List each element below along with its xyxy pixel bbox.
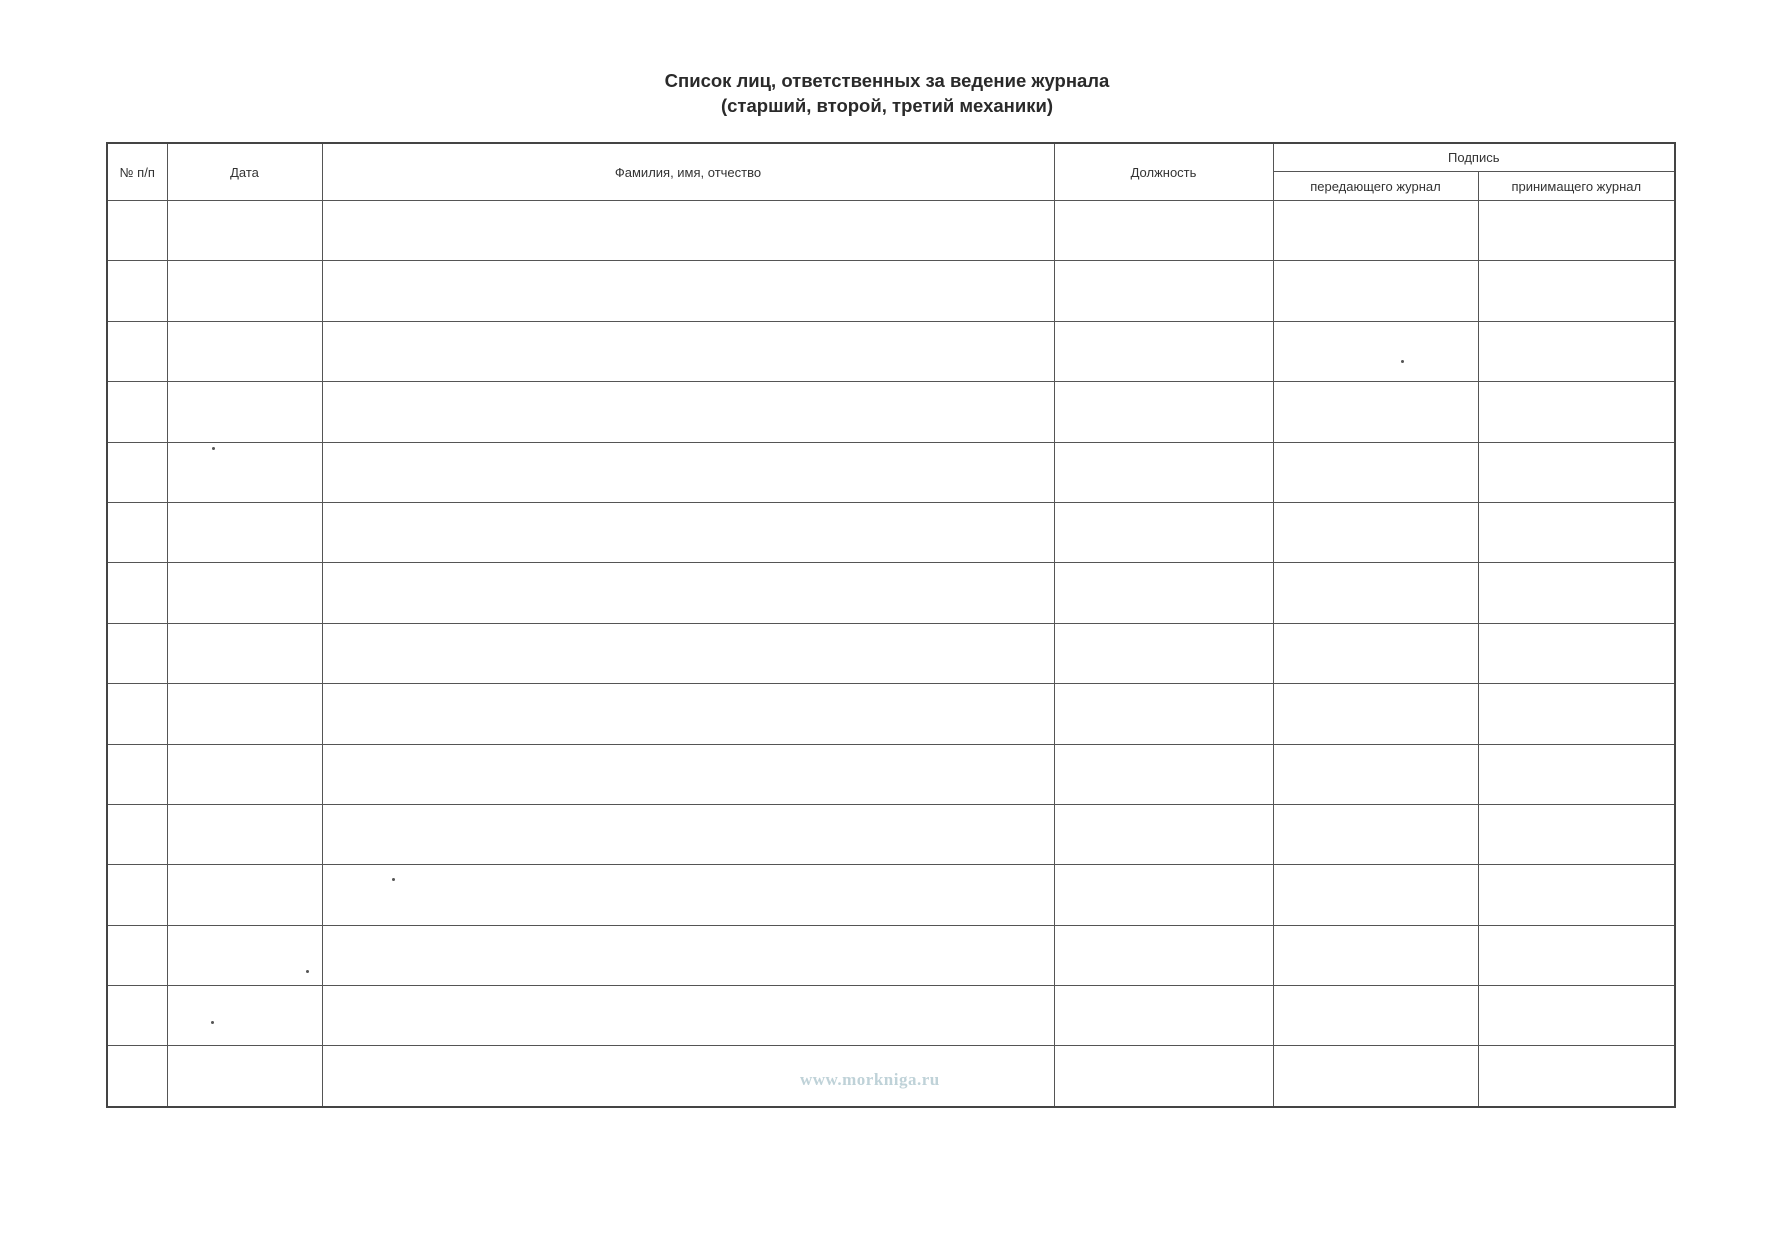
table-row — [107, 442, 1675, 502]
cell-date[interactable] — [167, 321, 322, 381]
cell-signature-receiving[interactable] — [1478, 1046, 1675, 1107]
cell-number[interactable] — [107, 804, 167, 864]
table-header — [107, 143, 1675, 201]
header-signature-receiving: принимащего журнал — [1478, 172, 1675, 201]
watermark-text: www.morkniga.ru — [800, 1070, 940, 1089]
table-row — [107, 261, 1675, 321]
cell-date[interactable] — [167, 261, 322, 321]
cell-signature-receiving[interactable] — [1478, 684, 1675, 744]
cell-position[interactable] — [1054, 925, 1273, 985]
cell-number[interactable] — [107, 563, 167, 623]
cell-date[interactable] — [167, 442, 322, 502]
cell-number[interactable] — [107, 321, 167, 381]
cell-position[interactable] — [1054, 744, 1273, 804]
cell-full-name[interactable] — [322, 502, 1054, 562]
cell-signature-receiving[interactable] — [1478, 865, 1675, 925]
scan-speck — [211, 1021, 214, 1024]
table-row — [107, 382, 1675, 442]
cell-signature-receiving[interactable] — [1478, 321, 1675, 381]
cell-full-name[interactable] — [322, 1046, 1054, 1107]
cell-signature-handing[interactable] — [1273, 623, 1478, 683]
table-row — [107, 744, 1675, 804]
cell-position[interactable] — [1054, 201, 1273, 261]
cell-date[interactable] — [167, 744, 322, 804]
header-position: Должность — [1054, 143, 1273, 201]
cell-number[interactable] — [107, 442, 167, 502]
cell-number[interactable] — [107, 744, 167, 804]
cell-date[interactable] — [167, 986, 322, 1046]
cell-date[interactable] — [167, 563, 322, 623]
header-date: Дата — [167, 143, 322, 201]
cell-signature-handing[interactable] — [1273, 804, 1478, 864]
cell-position[interactable] — [1054, 623, 1273, 683]
cell-date[interactable] — [167, 1046, 322, 1107]
cell-signature-receiving[interactable] — [1478, 261, 1675, 321]
table-row — [107, 502, 1675, 562]
cell-date[interactable] — [167, 623, 322, 683]
cell-position[interactable] — [1054, 563, 1273, 623]
cell-full-name[interactable] — [322, 865, 1054, 925]
cell-full-name[interactable] — [322, 442, 1054, 502]
cell-number[interactable] — [107, 502, 167, 562]
cell-position[interactable] — [1054, 986, 1273, 1046]
cell-position[interactable] — [1054, 321, 1273, 381]
title-line-2: (старший, второй, третий механики) — [720, 95, 1054, 116]
cell-number[interactable] — [107, 201, 167, 261]
table-row — [107, 925, 1675, 985]
scan-speck — [392, 878, 395, 881]
table-row — [107, 804, 1675, 864]
cell-full-name[interactable] — [322, 684, 1054, 744]
table-row — [107, 865, 1675, 925]
cell-position[interactable] — [1054, 804, 1273, 864]
cell-signature-receiving[interactable] — [1478, 563, 1675, 623]
cell-full-name[interactable] — [322, 201, 1054, 261]
cell-date[interactable] — [167, 382, 322, 442]
table-row — [107, 563, 1675, 623]
cell-signature-handing[interactable] — [1273, 502, 1478, 562]
cell-signature-handing[interactable] — [1273, 201, 1478, 261]
cell-full-name[interactable] — [322, 321, 1054, 381]
cell-number[interactable] — [107, 986, 167, 1046]
scan-speck — [306, 970, 309, 973]
header-signature-handing: передающего журнал — [1273, 172, 1478, 201]
cell-number[interactable] — [107, 1046, 167, 1107]
table-row — [107, 623, 1675, 683]
cell-full-name[interactable] — [322, 623, 1054, 683]
cell-signature-handing[interactable] — [1273, 684, 1478, 744]
cell-signature-receiving[interactable] — [1478, 442, 1675, 502]
cell-signature-handing[interactable] — [1273, 1046, 1478, 1107]
cell-full-name[interactable] — [322, 925, 1054, 985]
header-number: № п/п — [107, 143, 167, 201]
cell-date[interactable] — [167, 502, 322, 562]
cell-signature-receiving[interactable] — [1478, 804, 1675, 864]
title-line-1: Список лиц, ответственных за ведение журнала — [664, 70, 1110, 91]
cell-full-name[interactable] — [322, 261, 1054, 321]
cell-number[interactable] — [107, 382, 167, 442]
cell-signature-handing[interactable] — [1273, 442, 1478, 502]
header-full-name: Фамилия, имя, отчество — [322, 143, 1054, 201]
cell-number[interactable] — [107, 865, 167, 925]
cell-position[interactable] — [1054, 442, 1273, 502]
cell-signature-handing[interactable] — [1273, 382, 1478, 442]
cell-date[interactable] — [167, 925, 322, 985]
cell-position[interactable] — [1054, 261, 1273, 321]
responsible-persons-table — [106, 142, 1676, 1108]
cell-position[interactable] — [1054, 382, 1273, 442]
cell-full-name[interactable] — [322, 563, 1054, 623]
cell-full-name[interactable] — [322, 986, 1054, 1046]
cell-signature-receiving[interactable] — [1478, 502, 1675, 562]
cell-number[interactable] — [107, 684, 167, 744]
cell-date[interactable] — [167, 201, 322, 261]
cell-signature-receiving[interactable] — [1478, 986, 1675, 1046]
table-row — [107, 201, 1675, 261]
cell-number[interactable] — [107, 261, 167, 321]
cell-signature-receiving[interactable] — [1478, 744, 1675, 804]
cell-signature-receiving[interactable] — [1478, 382, 1675, 442]
cell-position[interactable] — [1054, 865, 1273, 925]
cell-full-name[interactable] — [322, 744, 1054, 804]
scan-speck — [1401, 360, 1404, 363]
cell-signature-handing[interactable] — [1273, 925, 1478, 985]
cell-signature-receiving[interactable] — [1478, 623, 1675, 683]
table-row — [107, 986, 1675, 1046]
cell-signature-handing[interactable] — [1273, 261, 1478, 321]
header-signature-group: Подпись — [1273, 143, 1675, 172]
cell-position[interactable] — [1054, 502, 1273, 562]
cell-position[interactable] — [1054, 1046, 1273, 1107]
cell-full-name[interactable] — [322, 382, 1054, 442]
cell-full-name[interactable] — [322, 804, 1054, 864]
cell-signature-handing[interactable] — [1273, 744, 1478, 804]
cell-number[interactable] — [107, 925, 167, 985]
cell-date[interactable] — [167, 684, 322, 744]
cell-signature-handing[interactable] — [1273, 563, 1478, 623]
cell-signature-receiving[interactable] — [1478, 925, 1675, 985]
cell-date[interactable] — [167, 865, 322, 925]
table-body — [107, 201, 1675, 1108]
document-title — [0, 68, 1774, 118]
table-row — [107, 321, 1675, 381]
cell-date[interactable] — [167, 804, 322, 864]
cell-signature-handing[interactable] — [1273, 865, 1478, 925]
cell-number[interactable] — [107, 623, 167, 683]
table-row — [107, 684, 1675, 744]
cell-signature-handing[interactable] — [1273, 321, 1478, 381]
cell-position[interactable] — [1054, 684, 1273, 744]
cell-signature-receiving[interactable] — [1478, 201, 1675, 261]
cell-signature-handing[interactable] — [1273, 986, 1478, 1046]
scan-speck — [212, 447, 215, 450]
